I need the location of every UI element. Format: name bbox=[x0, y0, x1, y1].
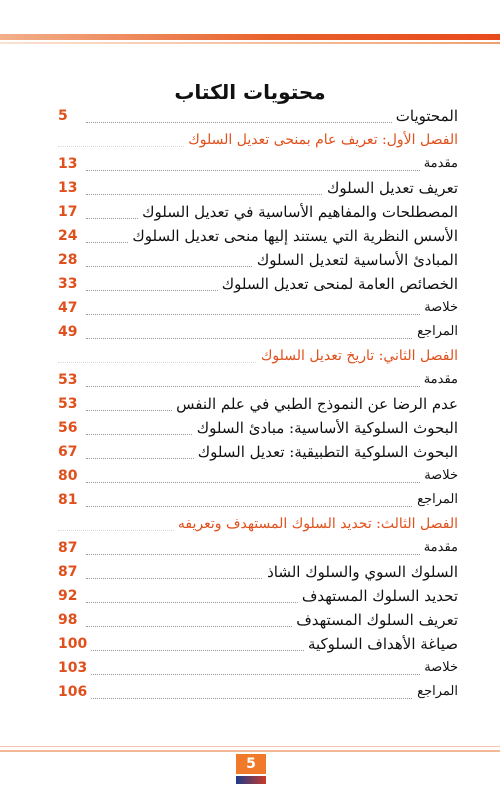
entry-page-number: 53 bbox=[58, 368, 81, 392]
entry-label: المبادئ الأساسية لتعديل السلوك bbox=[253, 248, 458, 272]
entry-label: المراجع bbox=[413, 680, 458, 704]
chapter-title: الفصل الثالث: تحديد السلوك المستهدف وتعريفه bbox=[174, 512, 458, 536]
entry-label: الخصائص العامة لمنحى تعديل السلوك bbox=[218, 272, 458, 296]
dot-leader bbox=[86, 674, 458, 675]
entry-page-number: 33 bbox=[58, 272, 81, 296]
toc-entry bbox=[58, 368, 458, 392]
entry-label: مقدمة bbox=[420, 152, 458, 176]
entry-page-number: 24 bbox=[58, 224, 81, 248]
entry-page-number: 17 bbox=[58, 200, 81, 224]
entry-page-number: 49 bbox=[58, 320, 81, 344]
entry-page-number: 67 bbox=[58, 440, 81, 464]
chapter-heading bbox=[58, 128, 458, 152]
page-title: محتويات الكتاب bbox=[174, 80, 326, 104]
entry-page-number: 103 bbox=[58, 656, 91, 680]
toc-entry bbox=[58, 656, 458, 680]
dot-leader bbox=[86, 386, 458, 387]
toc-entry bbox=[58, 560, 458, 584]
entry-label: تعريف تعديل السلوك bbox=[323, 176, 458, 200]
entry-label: المراجع bbox=[413, 320, 458, 344]
entry-label: مقدمة bbox=[420, 368, 458, 392]
bottom-border-band bbox=[0, 750, 500, 752]
entry-page-number: 87 bbox=[58, 560, 81, 584]
toc-entry bbox=[58, 680, 458, 704]
toc-entry bbox=[58, 248, 458, 272]
bottom-border-line bbox=[0, 746, 500, 747]
entry-label: المراجع bbox=[413, 488, 458, 512]
top-border-line bbox=[0, 42, 500, 44]
toc-entry bbox=[58, 464, 458, 488]
entry-label: صياغة الأهداف السلوكية bbox=[304, 632, 458, 656]
toc-entry bbox=[58, 176, 458, 200]
entry-page-number: 13 bbox=[58, 176, 81, 200]
entry-label: البحوث السلوكية الأساسية: مبادئ السلوك bbox=[193, 416, 458, 440]
entry-label: خلاصة bbox=[420, 464, 458, 488]
toc-entry bbox=[58, 104, 458, 128]
entry-page-number: 100 bbox=[58, 632, 91, 656]
entry-page-number: 47 bbox=[58, 296, 81, 320]
toc-entry bbox=[58, 224, 458, 248]
toc-entry bbox=[58, 392, 458, 416]
toc-entry bbox=[58, 416, 458, 440]
entry-label: مقدمة bbox=[420, 536, 458, 560]
toc-entry bbox=[58, 320, 458, 344]
chapter-title: الفصل الأول: تعريف عام بمنحى تعديل السلوك bbox=[184, 128, 458, 152]
entry-page-number: 98 bbox=[58, 608, 81, 632]
toc-entry bbox=[58, 200, 458, 224]
toc-entry bbox=[58, 296, 458, 320]
entry-page-number: 106 bbox=[58, 680, 91, 704]
entry-label: تحديد السلوك المستهدف bbox=[298, 584, 458, 608]
entry-page-number: 87 bbox=[58, 536, 81, 560]
entry-label: الأسس النظرية التي يستند إليها منحى تعديل السلوك bbox=[128, 224, 458, 248]
top-border-band bbox=[0, 34, 500, 40]
toc-entry bbox=[58, 536, 458, 560]
toc-entry bbox=[58, 272, 458, 296]
entry-page-number: 81 bbox=[58, 488, 81, 512]
entry-label: تعريف السلوك المستهدف bbox=[292, 608, 458, 632]
dot-leader bbox=[86, 482, 458, 483]
toc-entry bbox=[58, 608, 458, 632]
entry-page-number: 13 bbox=[58, 152, 81, 176]
entry-label: البحوث السلوكية التطبيقية: تعديل السلوك bbox=[194, 440, 458, 464]
table-of-contents bbox=[58, 104, 458, 704]
entry-page-number: 28 bbox=[58, 248, 81, 272]
dot-leader bbox=[86, 506, 458, 507]
chapter-title: الفصل الثاني: تاريخ تعديل السلوك bbox=[257, 344, 458, 368]
entry-label: المحتويات bbox=[392, 104, 458, 128]
entry-page-number: 53 bbox=[58, 392, 81, 416]
entry-page-number: 56 bbox=[58, 416, 81, 440]
page-number: 5 bbox=[236, 754, 266, 774]
entry-label: عدم الرضا عن النموذج الطبي في علم النفس bbox=[172, 392, 458, 416]
entry-label: السلوك السوي والسلوك الشاذ bbox=[263, 560, 458, 584]
dot-leader bbox=[86, 554, 458, 555]
dot-leader bbox=[86, 170, 458, 171]
chapter-heading bbox=[58, 344, 458, 368]
chapter-heading bbox=[58, 512, 458, 536]
entry-page-number: 92 bbox=[58, 584, 81, 608]
entry-page-number: 5 bbox=[58, 104, 72, 128]
publisher-logo bbox=[236, 776, 266, 784]
dot-leader bbox=[86, 338, 458, 339]
entry-label: خلاصة bbox=[420, 656, 458, 680]
entry-label: المصطلحات والمفاهيم الأساسية في تعديل السلوك bbox=[138, 200, 458, 224]
toc-entry bbox=[58, 584, 458, 608]
toc-entry bbox=[58, 152, 458, 176]
entry-label: خلاصة bbox=[420, 296, 458, 320]
dot-leader bbox=[86, 314, 458, 315]
toc-entry bbox=[58, 440, 458, 464]
toc-entry bbox=[58, 632, 458, 656]
dot-leader bbox=[86, 698, 458, 699]
entry-page-number: 80 bbox=[58, 464, 81, 488]
toc-entry bbox=[58, 488, 458, 512]
